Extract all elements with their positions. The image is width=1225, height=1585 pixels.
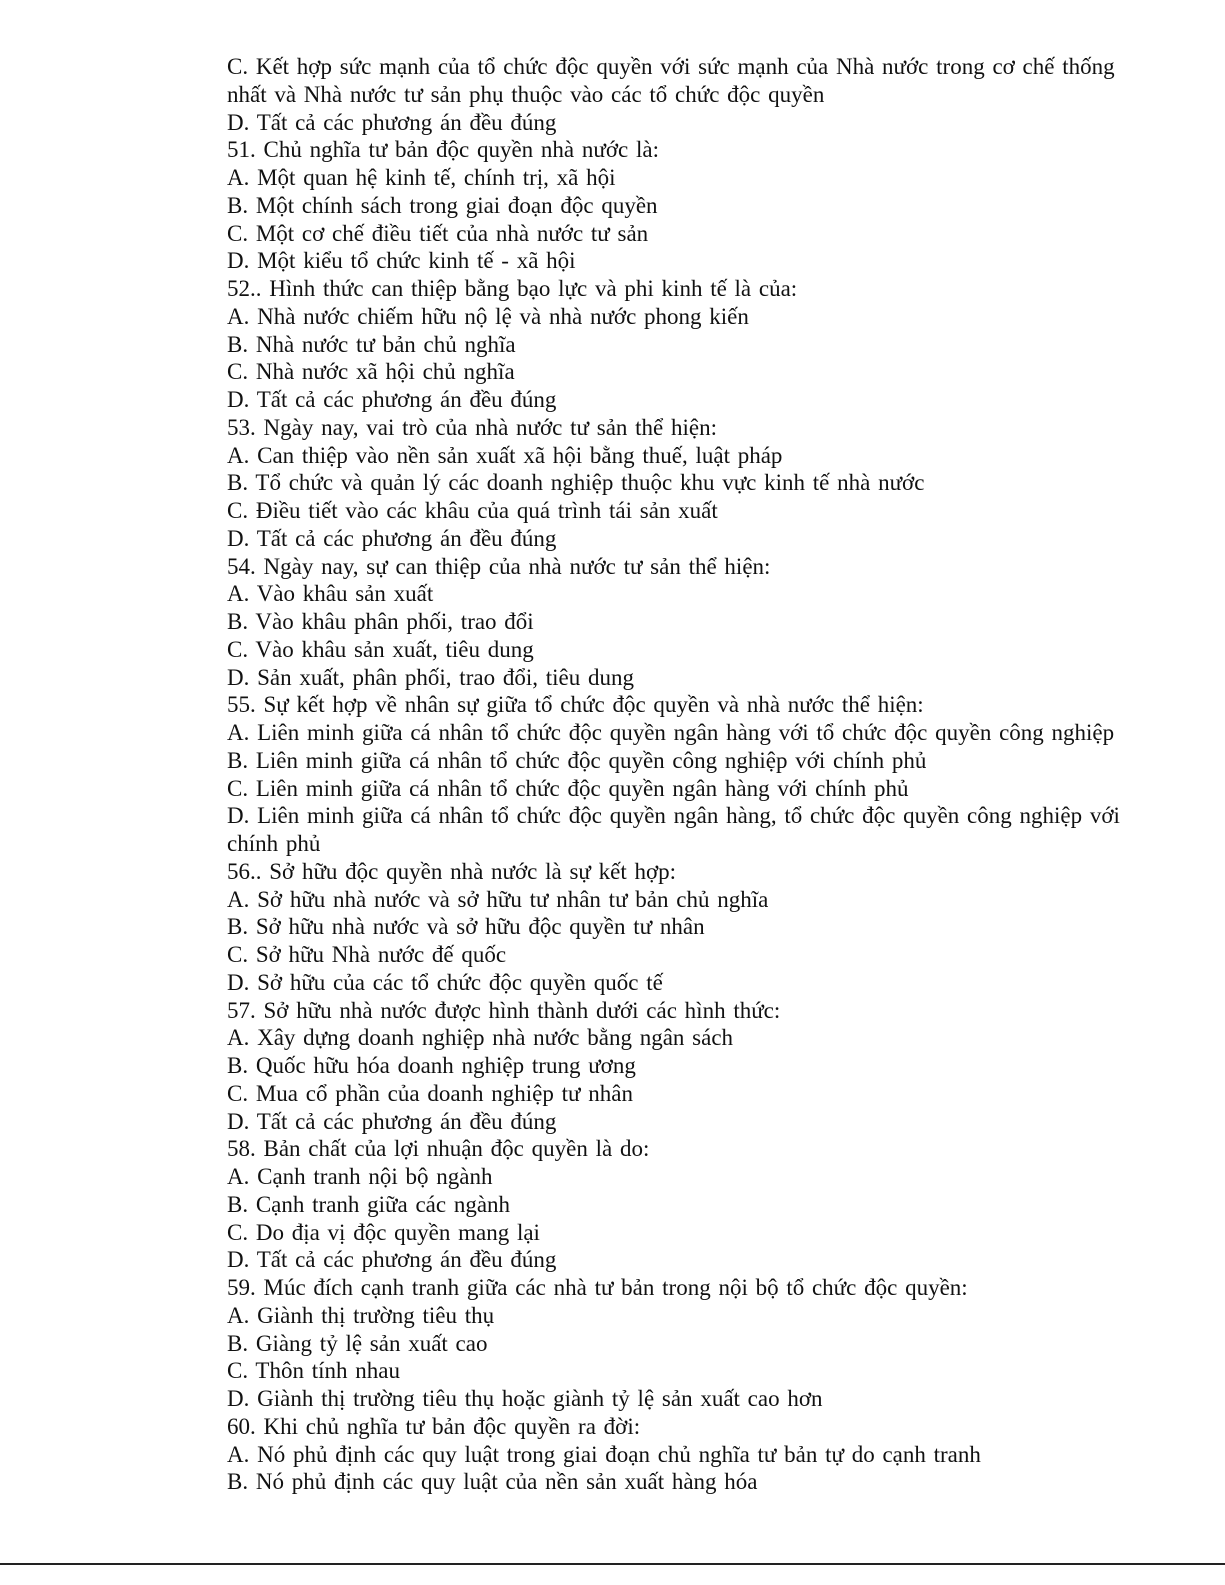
option-line: B. Nhà nước tư bản chủ nghĩa	[227, 331, 516, 357]
option-line: D. Tất cả các phương án đều đúng	[227, 387, 557, 412]
option-line: D. Sở hữu của các tổ chức độc quyền quốc tế	[227, 969, 663, 995]
question-text-block	[227, 53, 1225, 1496]
question-60: 60. Khi chủ nghĩa tư bản độc quyền ra đời:	[227, 1413, 641, 1439]
option-line: C. Thôn tính nhau	[227, 1358, 400, 1384]
option-line: D. Sản xuất, phân phối, trao đổi, tiêu dung	[227, 664, 634, 690]
option-line: C. Một cơ chế điều tiết của nhà nước tư sản	[227, 220, 649, 246]
text-line: chính phủ	[227, 831, 321, 856]
option-line: A. Vào khâu sản xuất	[227, 581, 434, 607]
option-line: C. Mua cổ phần của doanh nghiệp tư nhân	[227, 1080, 633, 1106]
option-line: C. Vào khâu sản xuất, tiêu dung	[227, 636, 534, 662]
option-line: A. Giành thị trường tiêu thụ	[227, 1302, 495, 1328]
option-line: A. Sở hữu nhà nước và sở hữu tư nhân tư bản chủ nghĩa	[227, 886, 769, 912]
option-line: B. Liên minh giữa cá nhân tổ chức độc quyền công nghiệp với chính phủ	[227, 747, 927, 773]
question-56: 56.. Sở hữu độc quyền nhà nước là sự kết hợp:	[227, 858, 677, 884]
option-line: D. Tất cả các phương án đều đúng	[227, 1108, 557, 1134]
option-line: C. Nhà nước xã hội chủ nghĩa	[227, 359, 515, 385]
option-line: C. Do địa vị độc quyền mang lại	[227, 1219, 540, 1245]
question-51: 51. Chủ nghĩa tư bản độc quyền nhà nước là:	[227, 137, 659, 163]
option-line: D. Tất cả các phương án đều đúng	[227, 525, 557, 551]
option-line: C. Điều tiết vào các khâu của quá trình tái sản xuất	[227, 498, 718, 523]
option-line: B. Quốc hữu hóa doanh nghiệp trung ương	[227, 1053, 636, 1078]
question-55: 55. Sự kết hợp về nhân sự giữa tổ chức độc quyền và nhà nước thể hiện:	[227, 692, 924, 718]
option-line: B. Một chính sách trong giai đoạn độc quyền	[227, 192, 658, 218]
option-line: B. Tổ chức và quản lý các doanh nghiệp thuộc khu vực kinh tế nhà nước	[227, 470, 925, 496]
question-53: 53. Ngày nay, vai trò của nhà nước tư sản thể hiện:	[227, 414, 717, 440]
question-54: 54. Ngày nay, sự can thiệp của nhà nước tư sản thể hiện:	[227, 553, 771, 579]
option-line: B. Sở hữu nhà nước và sở hữu độc quyền tư nhân	[227, 914, 705, 940]
option-line: A. Một quan hệ kinh tế, chính trị, xã hội	[227, 165, 616, 190]
option-line: A. Can thiệp vào nền sản xuất xã hội bằng thuế, luật pháp	[227, 442, 783, 468]
option-line: B. Cạnh tranh giữa các ngành	[227, 1191, 511, 1217]
option-line: C. Sở hữu Nhà nước đế quốc	[227, 942, 507, 967]
question-58: 58. Bản chất của lợi nhuận độc quyền là do:	[227, 1136, 650, 1162]
option-line: D. Tất cả các phương án đều đúng	[227, 1247, 557, 1273]
page-bottom-rule	[0, 1563, 1225, 1565]
option-line: B. Giàng tỷ lệ sản xuất cao	[227, 1330, 488, 1356]
text-line: D. Tất cả các phương án đều đúng	[227, 109, 557, 135]
option-line: C. Liên minh giữa cá nhân tổ chức độc quyền ngân hàng với chính phủ	[227, 775, 909, 801]
option-line: A. Cạnh tranh nội bộ ngành	[227, 1164, 493, 1189]
option-line: A. Nhà nước chiếm hữu nộ lệ và nhà nước phong kiến	[227, 303, 749, 329]
option-line: D. Một kiểu tổ chức kinh tế - xã hội	[227, 248, 576, 274]
option-line: B. Nó phủ định các quy luật của nền sản xuất hàng hóa	[227, 1469, 758, 1495]
option-line: B. Vào khâu phân phối, trao đổi	[227, 609, 534, 634]
question-57: 57. Sở hữu nhà nước được hình thành dưới các hình thức:	[227, 997, 781, 1023]
option-line: A. Nó phủ định các quy luật trong giai đoạn chủ nghĩa tư bản tự do cạnh tranh	[227, 1441, 981, 1467]
option-line: A. Liên minh giữa cá nhân tổ chức độc quyền ngân hàng với tổ chức độc quyền công nghiệp	[227, 720, 1115, 745]
option-line: D. Liên minh giữa cá nhân tổ chức độc quyền ngân hàng, tổ chức độc quyền công nghiệp với	[227, 803, 1120, 829]
option-line: A. Xây dựng doanh nghiệp nhà nước bằng ngân sách	[227, 1025, 734, 1051]
option-line: D. Giành thị trường tiêu thụ hoặc giành tỷ lệ sản xuất cao hơn	[227, 1386, 823, 1411]
text-line: nhất và Nhà nước tư sản phụ thuộc vào các tổ chức độc quyền	[227, 81, 825, 107]
text-line: C. Kết hợp sức mạnh của tổ chức độc quyền với sức mạnh của Nhà nước trong cơ chế thống	[227, 54, 1115, 79]
question-59: 59. Múc đích cạnh tranh giữa các nhà tư bản trong nội bộ tổ chức độc quyền:	[227, 1275, 968, 1300]
question-52: 52.. Hình thức can thiệp bằng bạo lực và phi kinh tế là của:	[227, 276, 798, 301]
